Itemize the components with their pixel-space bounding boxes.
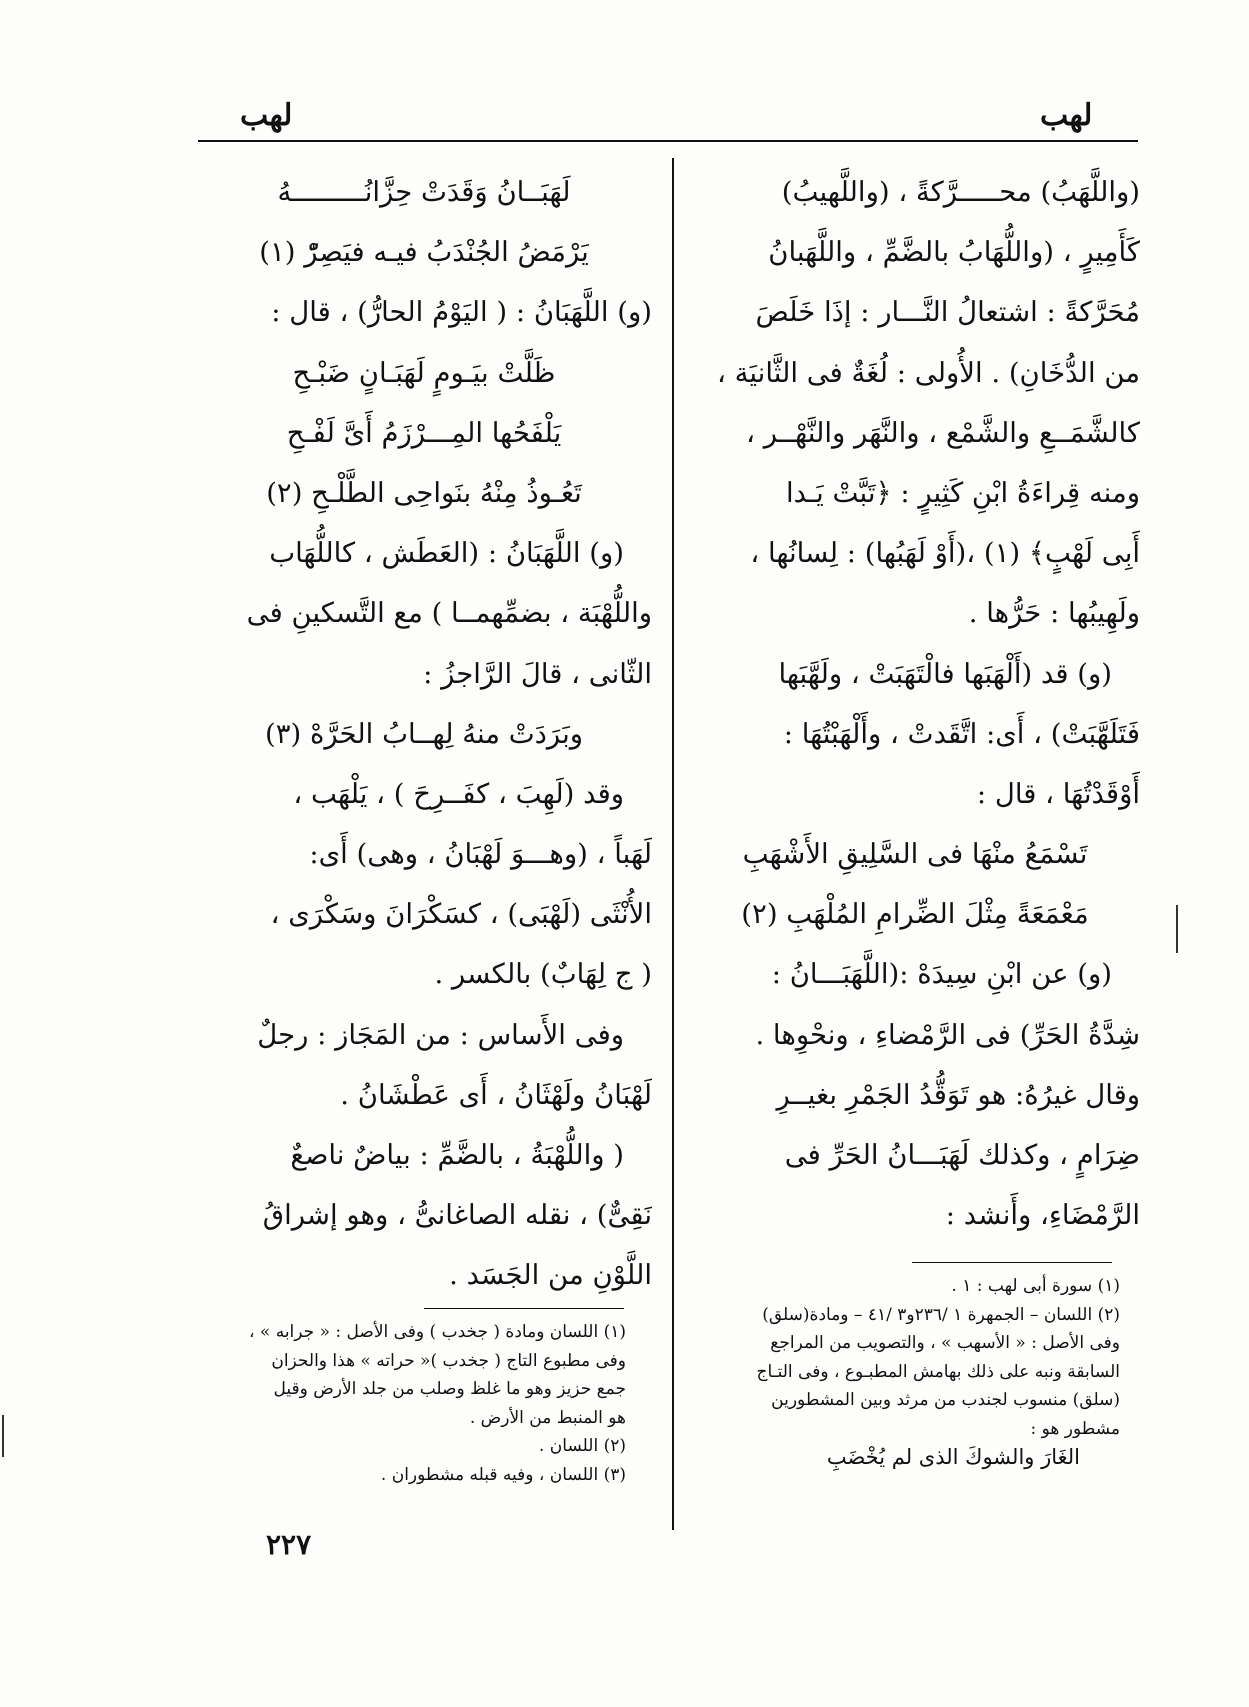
verse-line: وبَرَدَتْ منهُ لِهــابُ الحَرَّهْ (٣) bbox=[264, 717, 583, 750]
text-line: أَوْقَدْتُهَا ، قال : bbox=[976, 777, 1140, 810]
text-line: ومنه قِراءَةُ ابْنِ كَثِيرٍ : ﴿تَبَّتْ يَـدا bbox=[785, 476, 1140, 509]
text-line: مُحَرَّكةً : اشتعالُ النَّـــار : إذَا خَلَصَ bbox=[755, 296, 1140, 329]
footnote-line: (سلق) منسوب لجندب من مرثد وبين المشطورين bbox=[771, 1390, 1120, 1410]
verse-line: يَرْمَضُ الجُنْدَبُ فيـه فيَصِرّْ (١) bbox=[259, 236, 589, 269]
text-line: ولَهِيبُها : حَرُّها . bbox=[968, 597, 1140, 630]
text-line: كَأَمِيرٍ ، (واللُّهَابُ بالضَّمِّ ، واللَّهَبانُ bbox=[768, 236, 1140, 269]
text-line: اللَّوْنِ من الجَسَد . bbox=[449, 1259, 652, 1292]
footnote-line: جمع حزيز وهو ما غلظ وصلب من جلد الأرض وقيل bbox=[273, 1379, 626, 1399]
text-line: وفى الأَساس : من المَجَاز : رجلٌ bbox=[257, 1018, 624, 1051]
text-line: لَهَباً ، (وهـــوَ لَهْبَانُ ، وهى) أَى: bbox=[309, 838, 652, 871]
text-line: لَهْبَانُ ولَهْثَانُ ، أَى عَطْشَانُ . bbox=[340, 1078, 652, 1111]
text-line: كالشَّمَــعِ والشَّمْع ، والنَّهَر والنَّهْــر ، bbox=[746, 416, 1140, 449]
page-number: ٢٢٧ bbox=[266, 1528, 312, 1561]
text-line: (و) قد (أَلْهَبَها فالْتَهَبَتْ ، ولَهَّبَها bbox=[778, 657, 1112, 690]
text-line: (واللَّهَبُ) محـــــرَّكةً ، (واللَّهيبُ) bbox=[781, 176, 1140, 208]
footnote-line: (٢) اللسان . bbox=[539, 1436, 626, 1456]
running-head-right: لهب bbox=[1040, 98, 1093, 133]
verse-line: ظَلَّتْ بيَـومٍ لَهَبَـانٍ ضَبْـحِ bbox=[292, 356, 556, 389]
footnote-line: (١) اللسان ومادة ( جخدب ) وفى الأصل : « جرابه » ، bbox=[249, 1322, 626, 1342]
text-line: الرَّمْضَاءِ، وأَنشد : bbox=[945, 1199, 1140, 1232]
text-line: ضِرَامٍ ، وكذلك لَهَبَـــانُ الحَرِّ فى bbox=[784, 1139, 1140, 1171]
verse-line: مَعْمَعَةً مِثْلَ الضِّرامِ المُلْهَبِ (٢) bbox=[741, 898, 1089, 931]
verse-line: يَلْفَحُها المِـــرْزَمُ أَىَّ لَفْـحِ bbox=[286, 416, 562, 449]
text-line: ( ج لِهَابٌ) بالكسر . bbox=[434, 958, 652, 991]
text-line: (و) عن ابْنِ سِيدَهْ :(اللَّهَبَـــانُ : bbox=[771, 958, 1112, 991]
running-head-left: لهب bbox=[240, 98, 293, 133]
footnote-line: وفى الأصل : « الأسهب » ، والتصويب من المراجع bbox=[770, 1333, 1120, 1353]
text-line: وقال غيرُهُ: هو تَوَقُّدُ الجَمْرِ بغيــرِ bbox=[776, 1078, 1140, 1111]
header-rule bbox=[198, 140, 1138, 142]
footnotes-left bbox=[196, 1318, 626, 1489]
footnote-line: (٢) اللسان – الجمهرة ١ /٢٣٦و٣ /٤١ – ومادة(سلق) bbox=[762, 1304, 1120, 1325]
scan-edge-mark bbox=[2, 1415, 4, 1457]
text-line: فَتَلَهَّبَتْ) ، أَى: اتَّقَدتْ ، وأَلْهَبْتُهَا : bbox=[783, 717, 1140, 750]
text-line: (و) اللَّهَبَانُ : (العَطَش ، كاللُّهَاب bbox=[269, 537, 624, 570]
text-line: (و) اللَّهَبَانُ : ( اليَوْمُ الحارُّ) ، قال : bbox=[271, 296, 652, 329]
text-line: شِدَّةُ الحَرِّ) فى الرَّمْضاءِ ، ونحْوِها . bbox=[755, 1018, 1140, 1051]
footnote-line: (٣) اللسان ، وفيه قبله مشطوران . bbox=[380, 1464, 626, 1485]
footnote-rule-right bbox=[912, 1262, 1112, 1263]
footnotes-right bbox=[700, 1272, 1120, 1472]
left-column bbox=[196, 162, 652, 1306]
text-line: الثّانى ، قالَ الرَّاجزُ : bbox=[423, 657, 652, 690]
text-line: واللُّهْبَة ، بضمِّهمــا ) مع التَّسكينِ فى bbox=[246, 597, 652, 630]
verse-line: تَعُـوذُ مِنْهُ بنَواحِى الطَّلْـحِ (٢) bbox=[266, 476, 582, 509]
text-line: وقد (لَهِبَ ، كفَــرِحَ ) ، يَلْهَب ، bbox=[293, 777, 624, 810]
footnote-line: مشطور هو : bbox=[1030, 1418, 1120, 1439]
margin-mark bbox=[1176, 905, 1178, 953]
footnote-line: هو المنبط من الأرض . bbox=[469, 1407, 626, 1428]
footnote-verse: الغَارَ والشوكَ الذى لم يُخْضَبِ bbox=[826, 1445, 1080, 1469]
text-line: من الدُّخَانِ) . الأُولى : لُغَةٌ فى الثَّانيَة ، bbox=[717, 356, 1140, 389]
footnote-line: وفى مطبوع التاج ( جخدب )« حراته » هذا والحزان bbox=[271, 1350, 626, 1371]
footnote-rule-left bbox=[424, 1308, 624, 1309]
right-column bbox=[690, 162, 1140, 1245]
footnote-line: (١) سورة أبى لهب : ١ . bbox=[951, 1276, 1120, 1296]
text-line: نَقِىٌّ) ، نقله الصاغانىُّ ، وهو إشراقُ bbox=[262, 1199, 652, 1232]
column-divider bbox=[672, 158, 674, 1530]
verse-line: تَسْمَعُ منْهَا فى السَّلِيقِ الأَشْهَبِ bbox=[742, 838, 1088, 871]
footnote-line: السابقة ونبه على ذلك بهامش المطبـوع ، وفى التـاج bbox=[756, 1361, 1120, 1382]
text-line: ( واللُّهْبَةُ ، بالضَّمِّ : بياضٌ ناصعٌ bbox=[290, 1139, 624, 1171]
text-line: الأُنْثَى (لَهْبَى) ، كسَكْرَانَ وسَكْرَى ، bbox=[270, 898, 652, 931]
text-line: أَبِى لَهْبٍ﴾ (١) ،(أَوْ لَهَبُها) : لِسانُها ، bbox=[750, 537, 1140, 570]
verse-line: لَهَبَــانُ وَقَدَتْ حِزَّانُـــــــــهُ bbox=[277, 176, 571, 208]
